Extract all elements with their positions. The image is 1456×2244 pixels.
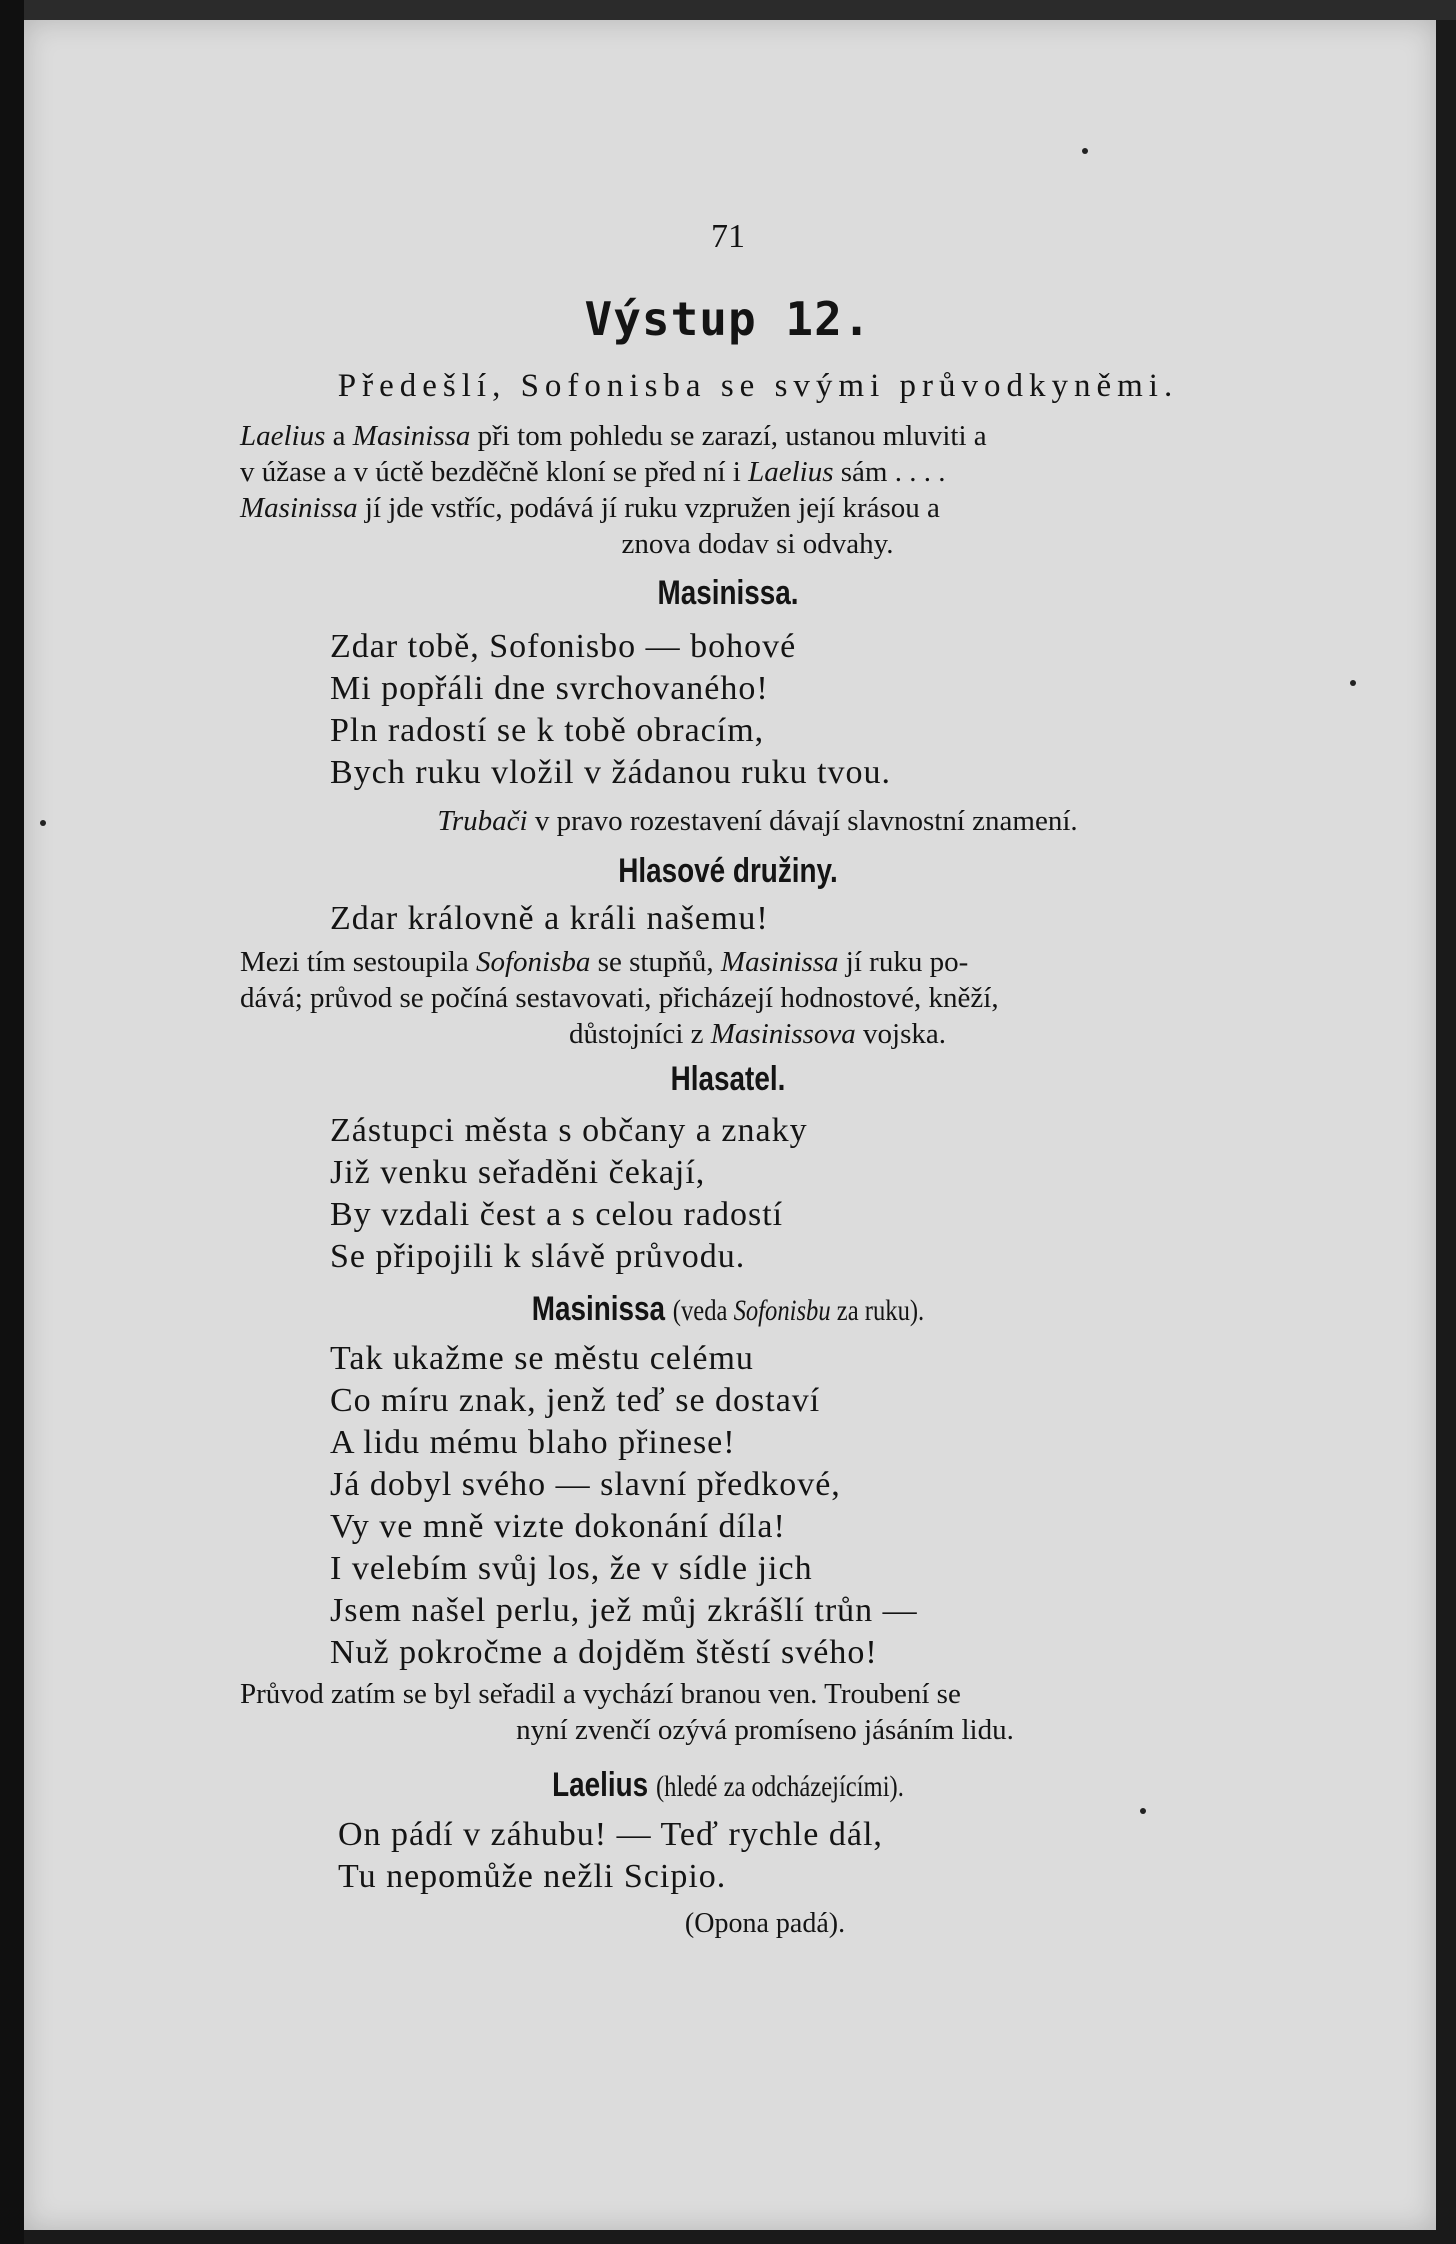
- verse-block-5: [338, 1814, 1238, 1898]
- verse-line: Zástupci města s občany a znaky: [330, 1112, 808, 1149]
- scan-speck: [1082, 148, 1088, 154]
- scan-speck: [40, 820, 46, 826]
- verse-line: Bych ruku vložil v žádanou ruku tvou.: [330, 754, 892, 791]
- page-number: 71: [711, 218, 745, 255]
- verse-line: Nuž pokročme a dojděm štěstí svého!: [330, 1634, 878, 1671]
- direction-line: nyní zvenčí ozývá promíseno jásáním lidu.: [516, 1714, 1014, 1746]
- stage-direction-1: [240, 418, 1275, 562]
- verse-line: Co míru znak, jenž teď se dostaví: [330, 1382, 821, 1419]
- verse-line: Již venku seřaděni čekají,: [330, 1154, 706, 1191]
- direction-line: dává; průvod se počíná sestavovati, přicházejí hodnostové, kněží,: [240, 982, 999, 1014]
- verse-line: Jsem našel perlu, jež můj zkrášlí trůn —: [330, 1592, 918, 1629]
- verse-line: A lidu mému blaho přinese!: [330, 1424, 736, 1461]
- persons-line: Předešlí, Sofonisba se svými průvodkyněmi.: [337, 368, 1179, 404]
- verse-line: On pádí v záhubu! — Teď rychle dál,: [338, 1816, 883, 1853]
- scan-speck: [1350, 680, 1356, 686]
- verse-line: Já dobyl svého — slavní předkové,: [330, 1466, 841, 1503]
- scene-title: Výstup 12.: [584, 292, 872, 346]
- verse-block-2: [330, 898, 1230, 940]
- speaker-note: (hledé za odcházejícími).: [655, 1770, 904, 1803]
- direction-line: Mezi tím sestoupila Sofonisba se stupňů, Masinissa jí ruku po-: [240, 946, 969, 978]
- verse-block-1: [330, 626, 1230, 794]
- verse-block-4: [330, 1338, 1230, 1674]
- scan-speck: [1140, 1808, 1146, 1814]
- direction-line: Masinissa jí jde vstříc, podává jí ruku vzpružen její krásou a: [240, 492, 940, 524]
- verse-line: Se připojili k slávě průvodu.: [330, 1238, 746, 1275]
- scan-top-edge: [0, 0, 1456, 20]
- speaker-laelius: Laelius (hledé za odcházejícími).: [552, 1766, 904, 1804]
- direction-line: Průvod zatím se byl seřadil a vychází branou ven. Troubení se: [240, 1678, 961, 1710]
- direction-line: v úžase a v úctě bezděčně kloní se před ní i Laelius sám . . . .: [240, 456, 946, 488]
- verse-line: By vzdali čest a s celou radostí: [330, 1196, 784, 1233]
- verse-line: Vy ve mně vizte dokonání díla!: [330, 1508, 786, 1545]
- verse-block-3: [330, 1110, 1230, 1278]
- curtain-note: (Opona padá).: [684, 1908, 846, 1939]
- direction-line: znova dodav si odvahy.: [621, 528, 894, 560]
- stage-direction-3: [240, 1676, 1290, 1748]
- stage-direction-trumpeters: Trubači v pravo rozestavení dávají slavnostní znamení.: [437, 805, 1078, 837]
- stage-direction-2: [240, 944, 1275, 1052]
- speaker-herald: Hlasatel.: [670, 1060, 786, 1098]
- speaker-voices: Hlasové družiny.: [618, 852, 838, 890]
- verse-line: Tu nepomůže nežli Scipio.: [338, 1858, 727, 1895]
- speaker-masinissa: Masinissa.: [657, 574, 799, 612]
- direction-line: Laelius a Masinissa při tom pohledu se zarazí, ustanou mluviti a: [240, 420, 987, 452]
- verse-line: I velebím svůj los, že v sídle jich: [330, 1550, 813, 1587]
- speaker-masinissa-2: Masinissa (veda Sofonisbu za ruku).: [531, 1290, 925, 1328]
- speaker-note: (veda Sofonisbu za ruku).: [672, 1294, 925, 1327]
- verse-line: Tak ukažme se městu celému: [330, 1340, 754, 1377]
- direction-line: důstojníci z Masinissova vojska.: [569, 1018, 946, 1050]
- verse-line: Pln radostí se k tobě obracím,: [330, 712, 765, 749]
- verse-line: Zdar tobě, Sofonisbo — bohové: [330, 628, 797, 665]
- verse-line: Zdar královně a králi našemu!: [330, 900, 769, 937]
- verse-line: Mi popřáli dne svrchovaného!: [330, 670, 769, 707]
